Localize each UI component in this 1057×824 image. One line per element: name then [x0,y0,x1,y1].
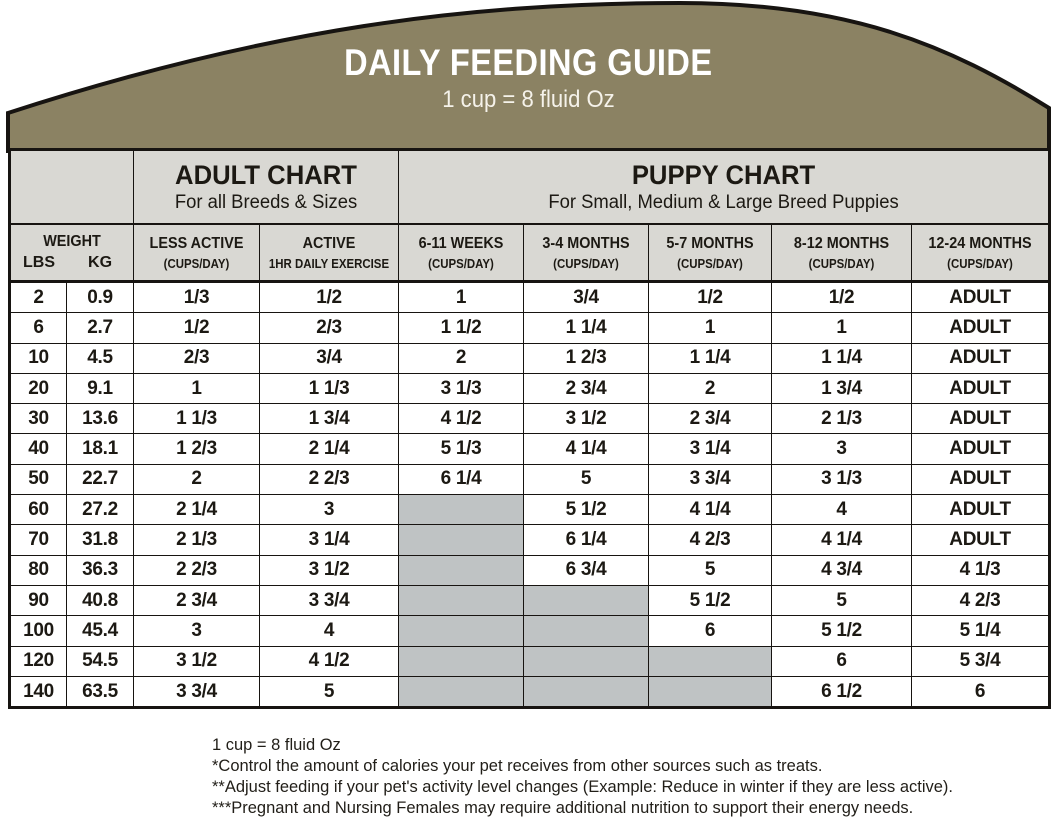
feeding-value-cell: 2/3 [134,343,260,373]
feeding-value-cell: 3 3/4 [649,464,772,494]
weight-lbs-cell: 50 [10,464,67,494]
feeding-value-cell: 3/4 [524,282,649,313]
feeding-value-cell: 6 1/4 [399,464,524,494]
feeding-value-cell: 2 1/3 [772,404,912,434]
feeding-value-cell: 5 1/2 [649,585,772,615]
feeding-value-cell: 3 1/2 [524,404,649,434]
feeding-value-cell: 3 1/2 [260,555,399,585]
feeding-value-cell: 2 [399,343,524,373]
weight-label: WEIGHT [43,233,101,250]
weight-kg-cell: 9.1 [67,373,134,403]
feeding-value-cell: 5 [772,585,912,615]
feeding-value-cell: 1 1/3 [134,404,260,434]
col-label: 3-4 MONTHS [542,234,630,252]
feeding-value-cell: 2 3/4 [524,373,649,403]
blocked-cell [649,646,772,676]
feeding-value-cell: ADULT [912,464,1050,494]
feeding-value-cell: 6 3/4 [524,555,649,585]
col-label: LESS ACTIVE [149,234,244,252]
table-row [10,404,1050,434]
feeding-value-cell: 3 1/2 [134,646,260,676]
feeding-value-cell: 5 1/2 [772,616,912,646]
table-row [10,525,1050,555]
feeding-value-cell: 4 2/3 [649,525,772,555]
blocked-cell [399,555,524,585]
weight-kg-cell: 18.1 [67,434,134,464]
feeding-value-cell: ADULT [912,434,1050,464]
weight-kg-cell: 22.7 [67,464,134,494]
table-row [10,464,1050,494]
feeding-value-cell: 6 [772,646,912,676]
table-row [10,343,1050,373]
feeding-value-cell: 4 1/4 [524,434,649,464]
feeding-value-cell: 4 1/4 [772,525,912,555]
weight-kg-cell: 40.8 [67,585,134,615]
col-sublabel: 1HR DAILY EXERCISE [268,255,390,271]
feeding-value-cell: 4 3/4 [772,555,912,585]
table-row [10,434,1050,464]
weight-kg-cell: 4.5 [67,343,134,373]
weight-lbs-cell: 140 [10,676,67,707]
feeding-value-cell: 1/2 [649,282,772,313]
weight-kg-cell: 45.4 [67,616,134,646]
blocked-cell [399,585,524,615]
feeding-value-cell: ADULT [912,282,1050,313]
table-row [10,676,1050,707]
blocked-cell [399,495,524,525]
feeding-value-cell: 1/2 [260,282,399,313]
feeding-value-cell: 3 3/4 [134,676,260,707]
column-header-active [260,224,399,282]
feeding-value-cell: 1 2/3 [134,434,260,464]
footnote-pregnant: ***Pregnant and Nursing Females may require additional nutrition to support their energy needs. [212,798,914,817]
feeding-table-body [10,282,1050,708]
feeding-value-cell: 1/3 [134,282,260,313]
col-sublabel: (CUPS/DAY) [553,255,619,271]
col-sublabel: (CUPS/DAY) [163,255,230,271]
column-header-8-12-months [772,224,912,282]
feeding-value-cell: 1 3/4 [260,404,399,434]
blocked-cell [399,676,524,707]
feeding-value-cell: 5 1/4 [912,616,1050,646]
feeding-value-cell: 2 2/3 [134,555,260,585]
feeding-value-cell: 4 [772,495,912,525]
feeding-value-cell: 1 [772,313,912,343]
column-header-12-24-months [912,224,1050,282]
feeding-value-cell: ADULT [912,404,1050,434]
puppy-chart-title: PUPPY CHART [631,160,816,190]
feeding-value-cell: 2/3 [260,313,399,343]
footnote-activity: **Adjust feeding if your pet's activity level changes (Example: Reduce in winter if they are less active). [212,777,953,796]
adult-chart-header [134,150,399,225]
col-label: 8-12 MONTHS [793,234,890,252]
feeding-value-cell: ADULT [912,373,1050,403]
weight-kg-cell: 31.8 [67,525,134,555]
weight-kg-cell: 27.2 [67,495,134,525]
weight-lbs-cell: 2 [10,282,67,313]
footnote-cup-equivalence: 1 cup = 8 fluid Oz [212,735,341,754]
feeding-value-cell: 3 1/3 [772,464,912,494]
banner [0,0,1057,114]
col-label: ACTIVE [302,234,356,252]
feeding-value-cell: 1 1/3 [260,373,399,403]
feeding-value-cell: 3 1/4 [260,525,399,555]
weight-lbs-cell: 100 [10,616,67,646]
feeding-value-cell: 1 1/2 [399,313,524,343]
blocked-cell [524,646,649,676]
table-row [10,373,1050,403]
feeding-value-cell: 1 [399,282,524,313]
feeding-value-cell: 4 2/3 [912,585,1050,615]
column-header-row [10,224,1050,282]
feeding-value-cell: 5 [260,676,399,707]
weight-header-spacer [10,150,134,225]
col-sublabel: (CUPS/DAY) [428,255,494,271]
weight-lbs-cell: 30 [10,404,67,434]
feeding-value-cell: 5 1/3 [399,434,524,464]
col-label: 6-11 WEEKS [418,234,504,252]
col-sublabel: (CUPS/DAY) [808,255,875,271]
feeding-value-cell: 3 [260,495,399,525]
table-row [10,313,1050,343]
feeding-value-cell: 2 3/4 [134,585,260,615]
feeding-value-cell: 5 [649,555,772,585]
feeding-value-cell: 2 1/4 [260,434,399,464]
blocked-cell [399,616,524,646]
weight-lbs-cell: 40 [10,434,67,464]
feeding-value-cell: 4 [260,616,399,646]
feeding-value-cell: 2 [649,373,772,403]
column-header-less-active [134,224,260,282]
guide-title: DAILY FEEDING GUIDE [344,42,713,83]
feeding-value-cell: 6 [912,676,1050,707]
col-sublabel: (CUPS/DAY) [947,255,1013,271]
table-row [10,646,1050,676]
feeding-value-cell: 1 1/4 [649,343,772,373]
weight-kg-cell: 13.6 [67,404,134,434]
weight-lbs-cell: 90 [10,585,67,615]
blocked-cell [649,676,772,707]
weight-lbs-cell: 120 [10,646,67,676]
feeding-value-cell: 5 [524,464,649,494]
table-row [10,495,1050,525]
feeding-value-cell: 4 1/4 [649,495,772,525]
weight-lbs-cell: 70 [10,525,67,555]
puppy-chart-header [399,150,1050,225]
feeding-value-cell: 1/2 [772,282,912,313]
adult-chart-title: ADULT CHART [175,160,357,190]
feeding-value-cell: 3 [134,616,260,646]
weight-unit-lbs: LBS [23,254,56,271]
feeding-value-cell: 4 1/2 [260,646,399,676]
footnote-calories: *Control the amount of calories your pet receives from other sources such as treats. [212,756,823,775]
feeding-value-cell: 1 1/4 [524,313,649,343]
weight-kg-cell: 2.7 [67,313,134,343]
feeding-value-cell: 1 1/4 [772,343,912,373]
feeding-value-cell: 3 1/3 [399,373,524,403]
feeding-value-cell: ADULT [912,343,1050,373]
feeding-value-cell: 2 [134,464,260,494]
col-sublabel: (CUPS/DAY) [677,255,743,271]
column-header-weight [10,224,134,282]
feeding-value-cell: 4 1/2 [399,404,524,434]
weight-kg-cell: 54.5 [67,646,134,676]
table-row [10,585,1050,615]
table-row [10,555,1050,585]
weight-kg-cell: 0.9 [67,282,134,313]
feeding-value-cell: ADULT [912,313,1050,343]
feeding-value-cell: 5 1/2 [524,495,649,525]
feeding-value-cell: 2 2/3 [260,464,399,494]
feeding-value-cell: 6 1/4 [524,525,649,555]
weight-lbs-cell: 10 [10,343,67,373]
puppy-chart-subtitle: For Small, Medium & Large Breed Puppies [548,192,899,213]
weight-units [11,254,133,272]
footnotes [212,734,976,818]
feeding-guide-table [8,148,1051,709]
feeding-value-cell: ADULT [912,525,1050,555]
weight-kg-cell: 63.5 [67,676,134,707]
weight-lbs-cell: 6 [10,313,67,343]
blocked-cell [524,676,649,707]
weight-lbs-cell: 60 [10,495,67,525]
feeding-value-cell: 3/4 [260,343,399,373]
feeding-value-cell: 3 [772,434,912,464]
weight-kg-cell: 36.3 [67,555,134,585]
feeding-value-cell: 3 3/4 [260,585,399,615]
feeding-value-cell: 6 1/2 [772,676,912,707]
feeding-value-cell: ADULT [912,495,1050,525]
feeding-value-cell: 1 2/3 [524,343,649,373]
blocked-cell [399,646,524,676]
table-row [10,616,1050,646]
table-row [10,282,1050,313]
feeding-value-cell: 3 1/4 [649,434,772,464]
weight-unit-kg: KG [88,254,113,271]
feeding-value-cell: 1 3/4 [772,373,912,403]
feeding-value-cell: 2 1/4 [134,495,260,525]
adult-chart-subtitle: For all Breeds & Sizes [174,192,358,213]
guide-subtitle: 1 cup = 8 fluid Oz [442,86,615,113]
column-header-5-7-months [649,224,772,282]
chart-header-row [10,150,1050,225]
column-header-6-11-weeks [399,224,524,282]
blocked-cell [524,616,649,646]
feeding-value-cell: 5 3/4 [912,646,1050,676]
feeding-value-cell: 2 1/3 [134,525,260,555]
col-label: 12-24 MONTHS [928,234,1032,252]
blocked-cell [524,585,649,615]
blocked-cell [399,525,524,555]
col-label: 5-7 MONTHS [666,234,754,252]
feeding-value-cell: 1 [134,373,260,403]
column-header-3-4-months [524,224,649,282]
weight-lbs-cell: 20 [10,373,67,403]
weight-lbs-cell: 80 [10,555,67,585]
feeding-value-cell: 2 3/4 [649,404,772,434]
feeding-value-cell: 1 [649,313,772,343]
feeding-value-cell: 6 [649,616,772,646]
feeding-value-cell: 1/2 [134,313,260,343]
feeding-value-cell: 4 1/3 [912,555,1050,585]
